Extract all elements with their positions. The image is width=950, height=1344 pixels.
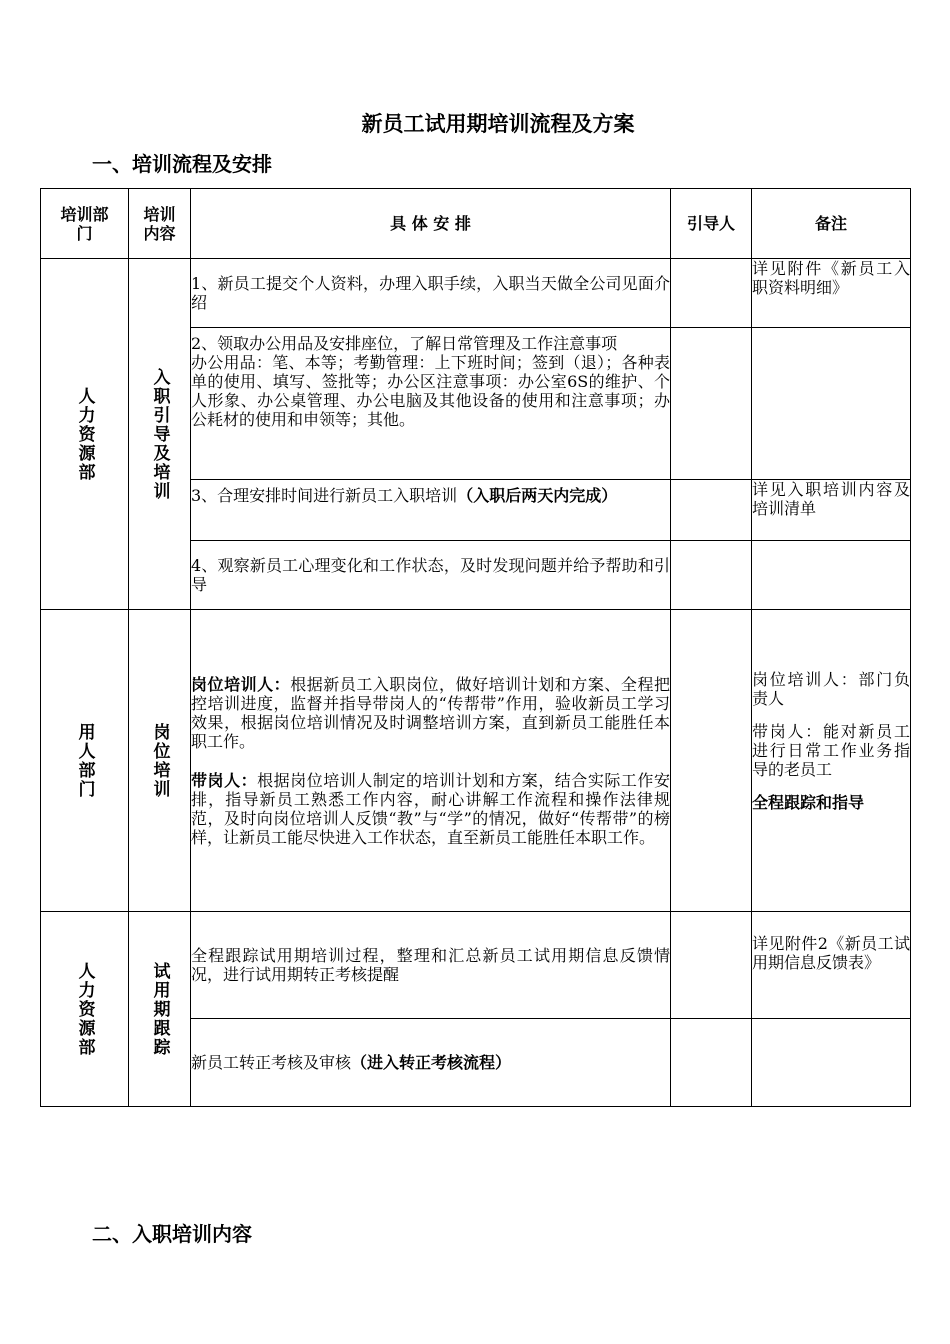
group3-content-cell	[129, 912, 191, 1107]
row5-label2: 带岗人：	[191, 770, 258, 790]
row6-arrangement: 全程跟踪试用期培训过程，整理和汇总新员工试用期信息反馈情况，进行试用期转正考核提醒	[191, 912, 671, 1019]
group2-dept-cell	[41, 610, 129, 912]
row7-remark	[752, 1019, 911, 1107]
document-title: 新员工试用期培训流程及方案	[361, 112, 635, 136]
row2-remark	[752, 328, 911, 480]
row7-bold: （进入转正考核流程）	[351, 1053, 512, 1072]
row5-remark1: 岗位培训人：部门负责人	[752, 669, 910, 708]
group2-content-cell	[129, 610, 191, 912]
row6-remark: 详见附件2《新员工试用期信息反馈表》	[752, 912, 911, 1019]
header-arrangement: 具 体 安 排	[191, 189, 671, 259]
row2-arrangement	[191, 328, 671, 480]
training-plan-table	[40, 188, 911, 1107]
row5-arrangement	[191, 610, 671, 912]
row5-text1: 根据新员工入职岗位，做好培训计划和方案、全程把控培训进度，监督并指导带岗人的“传帮带”作用，验收新员工学习效果，根据岗位培训情况及时调整培训方案，直到新员工能胜任本职工作。	[191, 674, 670, 751]
row1-guide	[671, 259, 752, 328]
row3-bold: （入职后两天内完成）	[457, 486, 618, 505]
row2-guide	[671, 328, 752, 480]
row5-remark	[752, 610, 911, 912]
row3-text: 3、合理安排时间进行新员工入职培训	[191, 486, 458, 505]
table-row	[41, 912, 911, 1019]
header-content: 培训内容	[129, 189, 191, 259]
table-row	[41, 610, 911, 912]
group3-dept: 人力资源部	[74, 961, 95, 1057]
row6-guide	[671, 912, 752, 1019]
row3-arrangement	[191, 480, 671, 541]
row1-remark: 详见附件《新员工入职资料明细》	[752, 259, 911, 328]
group1-dept: 人力资源部	[74, 386, 95, 482]
section-heading-process: 一、培训流程及安排	[92, 152, 272, 176]
row1-arrangement: 1、新员工提交个人资料，办理入职手续，入职当天做全公司见面介绍	[191, 259, 671, 328]
group3-dept-cell	[41, 912, 129, 1107]
row4-guide	[671, 541, 752, 610]
header-dept: 培训部门	[41, 189, 129, 259]
row3-guide	[671, 480, 752, 541]
row5-label1: 岗位培训人：	[191, 674, 291, 694]
row4-arrangement: 4、观察新员工心理变化和工作状态，及时发现问题并给予帮助和引导	[191, 541, 671, 610]
row3-remark: 详见入职培训内容及培训清单	[752, 480, 911, 541]
table-header-row	[41, 189, 911, 259]
group2-dept: 用人部门	[74, 722, 95, 799]
row5-guide	[671, 610, 752, 912]
row7-text: 新员工转正考核及审核	[191, 1053, 352, 1072]
header-remark: 备注	[752, 189, 911, 259]
row2-line2: 办公用品：笔、本等；考勤管理：上下班时间；签到（退）；各种表单的使用、填写、签批等；办公区注意事项：办公室6S的维护、个人形象、办公桌管理、办公电脑及其他设备的使用和注意事项；办公耗材的使用和申领等；其他。	[191, 353, 670, 429]
group1-content: 入职引导及培训	[149, 367, 170, 501]
row7-arrangement	[191, 1019, 671, 1107]
group3-content: 试用期跟踪	[149, 961, 170, 1057]
group1-dept-cell	[41, 259, 129, 610]
row7-guide	[671, 1019, 752, 1107]
section-heading-content: 二、入职培训内容	[92, 1222, 252, 1246]
row2-line1: 2、领取办公用品及安排座位，了解日常管理及工作注意事项	[191, 334, 618, 353]
row5-remark3: 全程跟踪和指导	[752, 792, 865, 812]
group1-content-cell	[129, 259, 191, 610]
table-row	[41, 259, 911, 328]
group2-content: 岗位培训	[149, 722, 170, 799]
row4-remark	[752, 541, 911, 610]
row5-remark2: 带岗人：能对新员工进行日常工作业务指导的老员工	[752, 721, 910, 779]
row5-text2: 根据岗位培训人制定的培训计划和方案，结合实际工作安排，指导新员工熟悉工作内容，耐心讲解工作流程和操作法律规范，及时向岗位培训人反馈“教”与“学”的情况，做好“传帮带”的榜样，让新员工能尽快进入工作状态，直至新员工能胜任本职工作。	[191, 770, 670, 847]
header-guide: 引导人	[671, 189, 752, 259]
